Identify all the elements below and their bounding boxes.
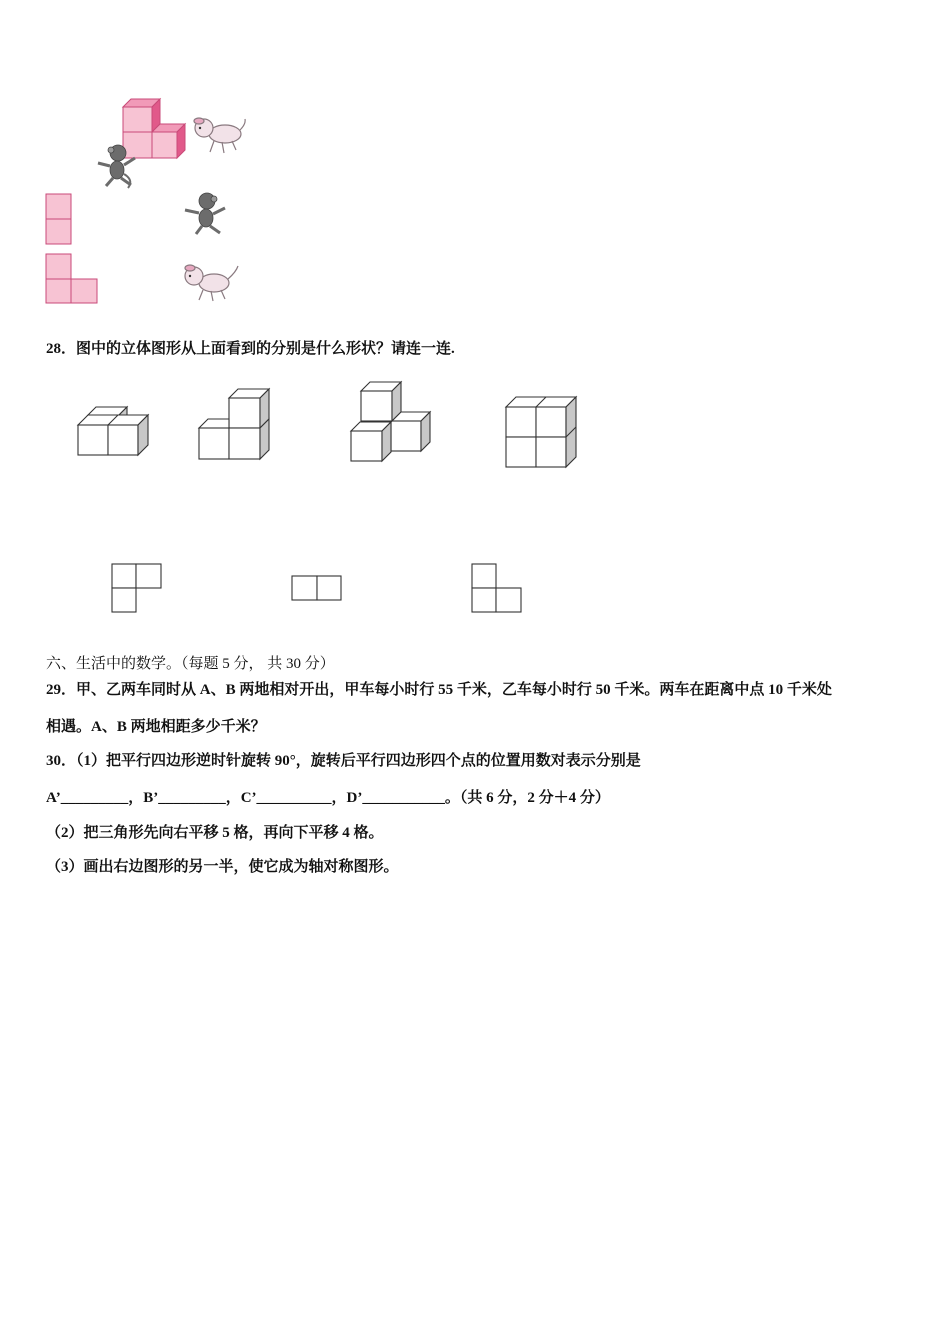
top-view-3 <box>472 564 521 612</box>
solid-2 <box>199 389 269 459</box>
section-6-title: 六、生活中的数学。（每题 5 分， 共 30 分） <box>46 656 335 672</box>
top-view-1 <box>112 564 161 612</box>
q28-solids <box>0 0 950 650</box>
q29-line-2: 相遇。A、B 两地相距多少千米？ <box>46 719 266 735</box>
q30-line-4: （3）画出右边图形的另一半，使它成为轴对称图形。 <box>46 859 399 875</box>
top-view-2 <box>292 576 341 600</box>
q30-line-1: 30．（1）把平行四边形逆时针旋转 90°，旋转后平行四边形四个点的位置用数对表示分别是 <box>46 753 641 769</box>
solid-1 <box>78 407 148 455</box>
q29-line-1: 29．甲、乙两车同时从 A、B 两地相对开出，甲车每小时行 55 千米，乙车每小时行 50 千米。两车在距离中点 10 千米处 <box>46 682 832 698</box>
q28-text: 28．图中的立体图形从上面看到的分别是什么形状？请连一连. <box>46 341 455 357</box>
q30-line-2: A’_________，B’_________，C’__________，D’___________。（共 6 分，2 分＋4 分） <box>46 790 610 806</box>
solid-3 <box>351 382 430 461</box>
solid-4 <box>506 397 576 467</box>
q30-line-3: （2）把三角形先向右平移 5 格，再向下平移 4 格。 <box>46 825 384 841</box>
